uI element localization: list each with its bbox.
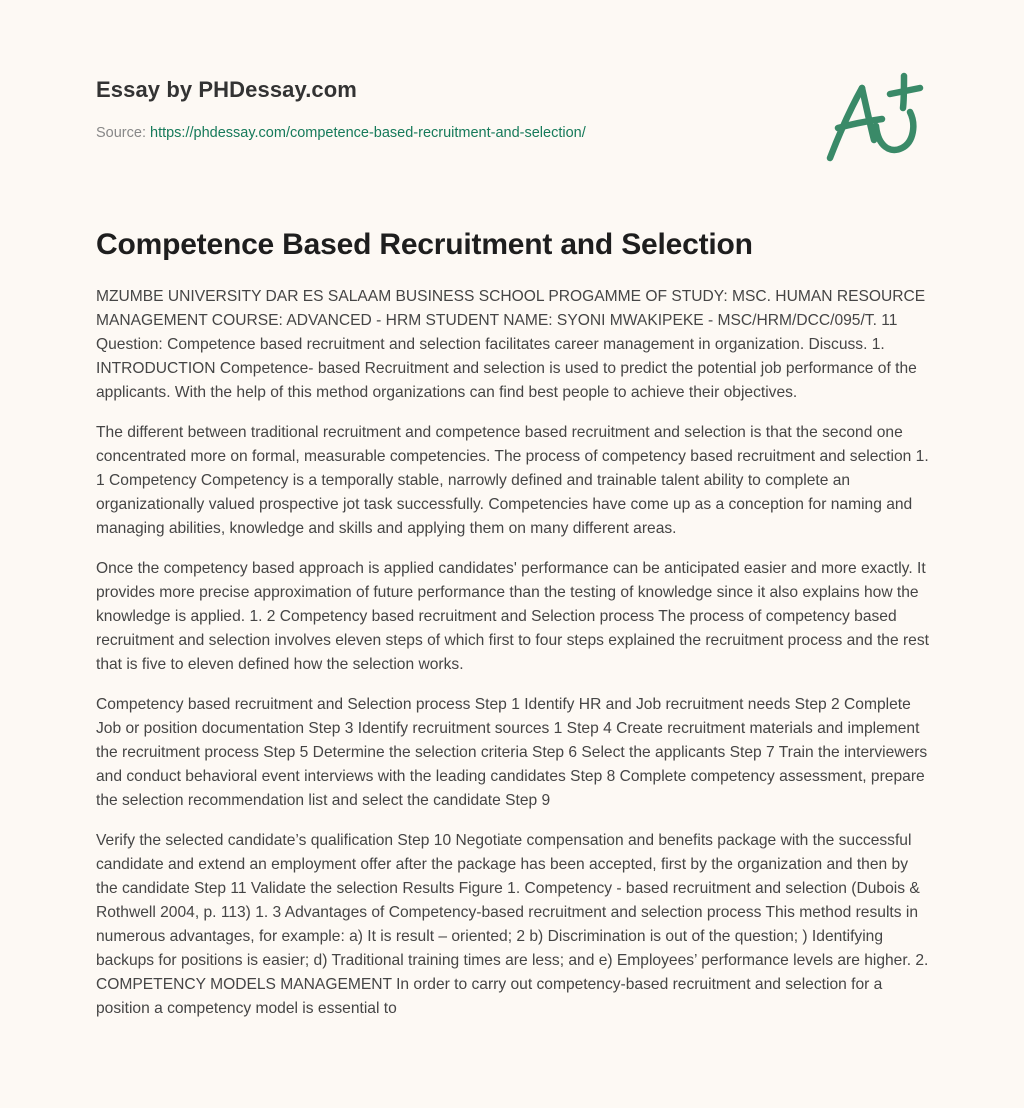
- page-header: [96, 74, 796, 143]
- essay-body: [96, 285, 932, 1037]
- essay-title: Competence Based Recruitment and Selection: [96, 228, 753, 261]
- essay-paragraph: Once the competency based approach is applied candidates' performance can be anticipated easier and more exactly. It provides more precise approximation of future performance than the testing of knowledge since it also explains how the knowledge is applied. 1. 2 Competency based recruitment and Selection process The process of competency based recruitment and selection involves eleven steps of which first to four steps explained the recruitment process and the rest that is five to eleven defined how the selection works.: [96, 560, 929, 673]
- essay-paragraph: MZUMBE UNIVERSITY DAR ES SALAAM BUSINESS SCHOOL PROGAMME OF STUDY: MSC. HUMAN RESOURCE MANAGEMENT COURSE: ADVANCED - HRM STUDENT NAME: SYONI MWAKIPEKE - MSC/HRM/DCC/095/T. 11 Question: Competence based recruitment and selection facilitates career management in organization. Discuss. 1. INTRODUCTION Competence- based Recruitment and selection is used to predict the potential job performance of the applicants. With the help of this method organizations can find best people to achieve their objectives.: [96, 288, 926, 401]
- a-plus-grade-icon: [818, 66, 933, 170]
- source-line: [96, 123, 796, 143]
- site-title: Essay by PHDessay.com: [96, 77, 357, 102]
- essay-paragraph: Competency based recruitment and Selection process Step 1 Identify HR and Job recruitment needs Step 2 Complete Job or position documentation Step 3 Identify recruitment sources 1 Step 4 Create recruitment materials and implement the recruitment process Step 5 Determine the selection criteria Step 6 Select the applicants Step 7 Train the interviewers and conduct behavioral event interviews with the leading candidates Step 8 Complete competency assessment, prepare the selection recommendation list and select the candidate Step 9: [96, 696, 928, 809]
- source-label: Source:: [96, 125, 150, 141]
- source-link[interactable]: https://phdessay.com/competence-based-recruitment-and-selection/: [150, 125, 586, 141]
- essay-paragraph: Verify the selected candidate’s qualification Step 10 Negotiate compensation and benefits package with the successful candidate and extend an employment offer after the package has been accepted, first by the organization and then by the candidate Step 11 Validate the selection Results Figure 1. Competency - based recruitment and selection (Dubois & Rothwell 2004, p. 113) 1. 3 Advantages of Competency-based recruitment and selection process This method results in numerous advantages, for example: a) It is result – oriented; 2 b) Discrimination is out of the question; ) Identifying backups for positions is easier; d) Traditional training times are less; and e) Employees’ performance levels are higher. 2. COMPETENCY MODELS MANAGEMENT In order to carry out competency-based recruitment and selection for a position a competency model is essential to: [96, 832, 929, 1017]
- essay-paragraph: The different between traditional recruitment and competence based recruitment and selection is that the second one concentrated more on formal, measurable competencies. The process of competency based recruitment and selection 1. 1 Competency Competency is a temporally stable, narrowly defined and trainable talent ability to complete an organizationally valued prospective jot task successfully. Competencies have come up as a conception for naming and managing abilities, knowledge and skills and applying them on many different areas.: [96, 424, 929, 537]
